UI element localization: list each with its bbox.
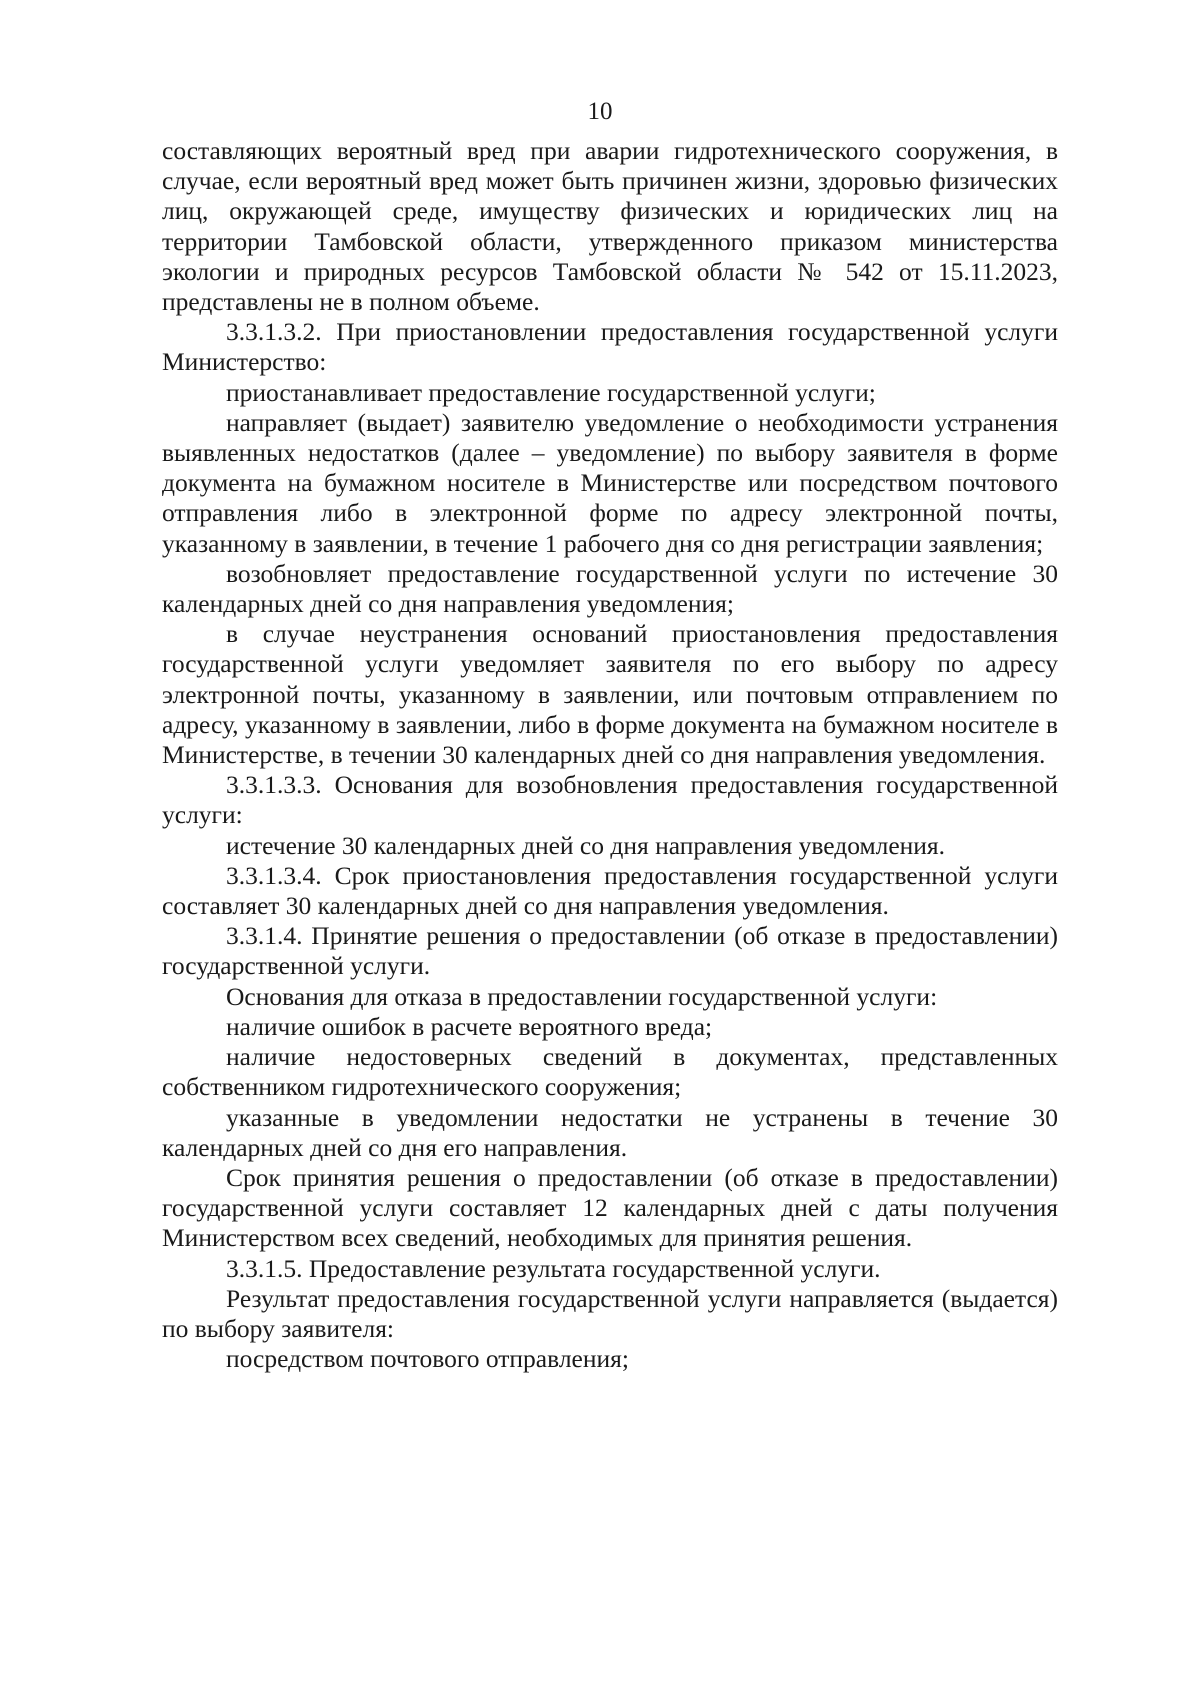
paragraph: в случае неустранения оснований приостановления предоставления государственной услуги уведомляет заявителя по его выбору по адресу электронной почты, указанному в заявлении, или почтовым отправлением по адресу, указанному в заявлении, либо в форме документа на бумажном носителе в Министерстве, в течении 30 календарных дней со дня направления уведомления. (162, 619, 1058, 770)
paragraph: 3.3.1.3.3. Основания для возобновления предоставления государственной услуги: (162, 770, 1058, 830)
paragraph: наличие недостоверных сведений в документах, представленных собственником гидротехнического сооружения; (162, 1042, 1058, 1102)
paragraph: Основания для отказа в предоставлении государственной услуги: (226, 981, 938, 1011)
paragraph: направляет (выдает) заявителю уведомление о необходимости устранения выявленных недостатков (далее – уведомление) по выбору заявителя в форме документа на бумажном носителе в Министерстве или посредством почтового отправления либо в электронной форме по адресу электронной почты, указанному в заявлении, в течение 1 рабочего дня со дня регистрации заявления; (162, 407, 1058, 558)
paragraph: Результат предоставления государственной услуги направляется (выдается) по выбору заявителя: (162, 1283, 1058, 1343)
paragraph: 3.3.1.5. Предоставление результата государственной услуги. (226, 1253, 881, 1283)
paragraph: посредством почтового отправления; (226, 1344, 629, 1374)
paragraph: составляющих вероятный вред при аварии гидротехнического сооружения, в случае, если вероятный вред может быть причинен жизни, здоровью физических лиц, окружающей среде, имуществу физических и юридических лиц на территории Тамбовской области, утвержденного приказом министерства экологии и природных ресурсов Тамбовской области № 542 от 15.11.2023, представлены не в полном объеме. (162, 136, 1058, 317)
paragraph: истечение 30 календарных дней со дня направления уведомления. (226, 830, 946, 860)
paragraph: приостанавливает предоставление государственной услуги; (226, 377, 876, 407)
paragraph: Срок принятия решения о предоставлении (об отказе в предоставлении) государственной услуги составляет 12 календарных дней с даты получения Министерством всех сведений, необходимых для принятия решения. (162, 1162, 1058, 1253)
paragraph: 3.3.1.4. Принятие решения о предоставлении (об отказе в предоставлении) государственной услуги. (162, 921, 1058, 981)
paragraph: 3.3.1.3.4. Срок приостановления предоставления государственной услуги составляет 30 календарных дней со дня направления уведомления. (162, 860, 1058, 921)
paragraph: возобновляет предоставление государственной услуги по истечение 30 календарных дней со дня направления уведомления; (162, 558, 1058, 619)
paragraph: наличие ошибок в расчете вероятного вреда; (226, 1011, 713, 1041)
paragraph: указанные в уведомлении недостатки не устранены в течение 30 календарных дней со дня его направления. (162, 1102, 1058, 1162)
document-body (162, 136, 1058, 1374)
page-number: 10 (587, 98, 613, 125)
paragraph: 3.3.1.3.2. При приостановлении предоставления государственной услуги Министерство: (162, 317, 1058, 377)
